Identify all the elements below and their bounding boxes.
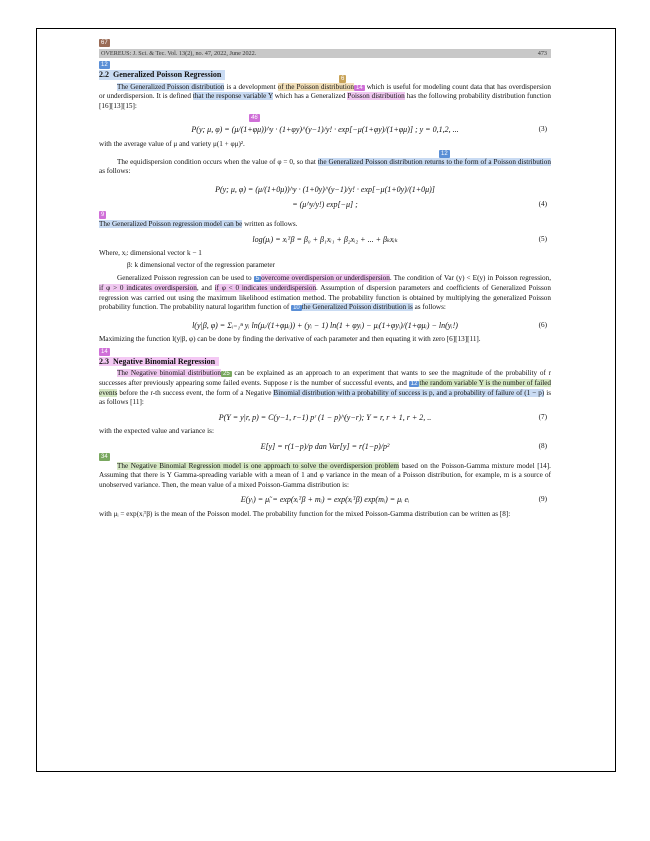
paragraph-poisson-gamma: with μᵢ = exp(xᵢᵀβ) is the mean of the Poisson model. The probability function for the mixed Poisson-Gamma distribution can be written as [8]: <box>99 510 511 518</box>
section-number: 2.3 <box>99 356 109 366</box>
annotation-badge: 9 <box>101 211 105 218</box>
paragraph-gp-overdispersion: Generalized Poisson regression can be used to 5 overcome overdispersion or underdispersion. The condition of Var (y) < E(y) in Poisson regression, if φ > 0 indicates overdispersion, and if φ < 0 indicates underdispersion. Assumption of dispersion parameters and coefficients of Generalized Poisson regression was carried out using the maximum likelihood estimation method. The probability function is obtained by multiplying the generalized Poisson probability function. The probability natural logarithm function of 10 the Generalized Poisson distribution is as follows: <box>99 274 551 312</box>
journal-citation: OVEREUS: J. Sci. & Tec. Vol. 13(2), no. 47, 2022, June 2022. <box>101 50 257 57</box>
page-content <box>99 40 552 520</box>
section-heading <box>99 357 551 367</box>
paragraph-nb-regression: The Negative Binomial Regression model is one approach to solve the overdispersion problem based on the Poisson-Gamma mixture model [14]. Assuming that there is Y Gamma-spreading variable with a mean of 1 and φ variance in the mean of a Poisson distribution, for example, m is a source of unobserved variance. Then, the mean value of a mixed Poisson-Gamma distribution is: <box>99 461 551 489</box>
annotation-badge: 6 <box>341 75 345 82</box>
equation-number: (5) <box>538 234 547 243</box>
paragraph-negative-binomial: The Negative binomial distribution 25 can be explained as an approach to an experiment that wants to see the magnitude of the probability of r successes after previously appearing some failed events. Suppose r is the number of successful events, and 12 the random variable Y is the number of failed events before the r-th success event, the form of a Negative Binomial distribution with a probability of success is p, and a probability of failure of (1 − p) is as follows [11]: <box>99 369 551 407</box>
section-2-3-heading-wrap <box>99 348 551 367</box>
annotation-badge: 25 <box>223 371 230 378</box>
annotation-badge: 67 <box>101 40 108 46</box>
equation-8: E[y] = r(1−p)/p dan Var[y] = r(1−p)/p² (8) <box>260 442 547 452</box>
equation-number: (9) <box>538 495 547 504</box>
annotation-badge: 34 <box>101 453 108 460</box>
equation-7: P(Y = y|r, p) = C(y−1, r−1) pʳ (1 − p)^(y−r); Y = r, r + 1, r + 2, .. (7) <box>218 412 547 422</box>
section-title: Negative Binomial Regression <box>113 356 216 366</box>
annotation-badge: 5 <box>255 276 260 283</box>
paragraph-gp-model: The Generalized Poisson regression model can be written as follows. <box>99 219 298 228</box>
annotation-badge: 10 <box>293 305 300 312</box>
equation-number: (4) <box>538 200 547 209</box>
section-number: 2.2 <box>99 70 109 79</box>
equation-3: 46 P(y; μ, φ) = (μ/(1+φμ))^y · (1+φy)^(y−1)/y! · exp[−μ(1+φy)/(1+φμ)] ; y = 0,1,2, ... (3) <box>191 115 547 135</box>
paragraph-generalized-poisson: The Generalized Poisson distribution is a development of the Poisson distribution 14 which is useful for modeling count data that has overdispersion or underdispersion. It is defined that the response variable Y which has a Generalized Poisson distribution has the following probability distribution function [16][13][15]: <box>99 82 552 110</box>
paragraph-mean-variance: with the average value of μ and variety μ(1 + φμ)². <box>99 139 245 148</box>
equation-number: (8) <box>538 442 547 451</box>
equation-9: E(yᵢ) = μ̃ᵢ = exp(xᵢᵀβ + mᵢ) = exp(xᵢᵀβ) exp(mᵢ) = μᵢ eᵢ (9) <box>240 495 547 505</box>
equation-number: (6) <box>538 320 547 329</box>
page-number: 473 <box>537 50 547 57</box>
section-title: Generalized Poisson Regression <box>113 70 222 79</box>
paper-page <box>36 28 616 772</box>
annotation-badge: 12 <box>410 381 418 388</box>
paragraph-expected-value: with the expected value and variance is: <box>99 427 214 436</box>
running-header <box>99 49 551 58</box>
section-2-2-heading-wrap <box>99 62 551 80</box>
annotation-badge: 46 <box>251 115 258 122</box>
equation-4-line-2: = (μ^y/y!) exp[−μ] ; (4) <box>292 200 547 210</box>
section-heading <box>99 70 551 80</box>
equation-number: (3) <box>538 125 547 134</box>
where-line-1: Where, xᵢ: dimensional vector k − 1 <box>99 249 202 258</box>
paragraph-equidispersion: The equidispersion condition occurs when the value of φ = 0, so that the Generalized Poisson distribution returns to the form of a Poisson distribution as follows: <box>99 157 551 176</box>
equation-4-line-1: P(y; μ, φ) = (μ/(1+0μ))^y · (1+0y)^(y−1)/y! · exp[−μ(1+0y)/(1+0μ)] <box>215 184 435 194</box>
where-line-2: β: k dimensional vector of the regression parameter <box>127 260 275 269</box>
annotation-badge: 12 <box>441 150 448 157</box>
equation-5: log(μᵢ) = xᵢᵀβ = β₀ + β₁xᵢ₁ + β₂xᵢ₂ + ... + βₖxᵢₖ (5) <box>252 234 547 244</box>
annotation-badge: 12 <box>101 62 108 68</box>
paragraph-maximizing: Maximizing the function l(y|β, φ) can be done by finding the derivative of each parameter and then equating it with zero [6][13][11]. <box>99 335 481 344</box>
equation-number: (7) <box>538 412 547 421</box>
equation-6: l(y|β, φ) = Σᵢ₌₁ⁿ yᵢ ln(μᵢ/(1+φμᵢ)) + (yᵢ − 1) ln(1 + φyᵢ) − μᵢ(1+φyᵢ)/(1+φμᵢ) − ln(yᵢ!) (6) <box>192 320 547 330</box>
annotation-badge: 14 <box>101 348 108 355</box>
annotation-badge: 14 <box>356 84 363 91</box>
